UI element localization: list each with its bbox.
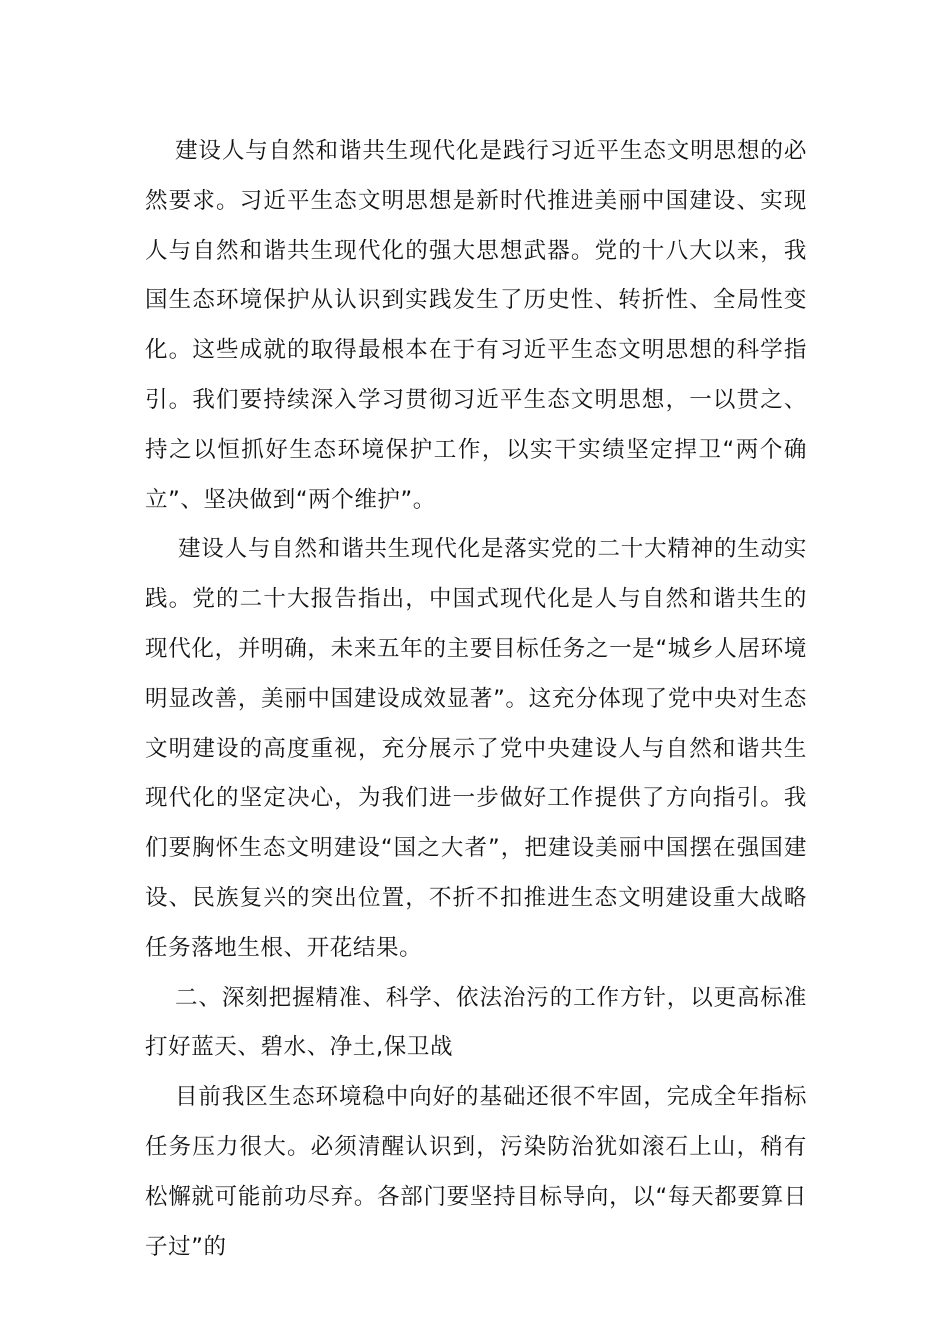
paragraph-ecological-civilization-thought: 建设人与自然和谐共生现代化是践行习近平生态文明思想的必然要求。习近平生态文明思想是新时代推进美丽中国建设、实现人与自然和谐共生现代化的强大思想武器。党的十八大以来，我国生态环境保护从认识到实践发生了历史性、转折性、全局性变化。这些成就的取得最根本在于有习近平生态文明思想的科学指引。我们要持续深入学习贯彻习近平生态文明思想，一以贯之、持之以恒抓好生态环境保护工作，以实干实绩坚定捍卫“两个确立”、坚决做到“两个维护”。: [145, 138, 807, 513]
document-body: [145, 127, 807, 1272]
paragraph-current-situation: 目前我区生态环境稳中向好的基础还很不牢固，完成全年指标任务压力很大。必须清醒认识到，污染防治犹如滚石上山，稍有松懈就可能前功尽弃。各部门要坚持目标导向，以“每天都要算日子过”的: [145, 1084, 807, 1260]
section-heading-pollution-control: 二、深刻把握精准、科学、依法治污的工作方针，以更高标准打好蓝天、碧水、净土,保卫战: [145, 984, 807, 1061]
paragraph-twentieth-congress-spirit: 建设人与自然和谐共生现代化是落实党的二十大精神的生动实践。党的二十大报告指出，中国式现代化是人与自然和谐共生的现代化，并明确，未来五年的主要目标任务之一是“城乡人居环境明显改善，美丽中国建设成效显著”。这充分体现了党中央对生态文明建设的高度重视，充分展示了党中央建设人与自然和谐共生现代化的坚定决心，为我们进一步做好工作提供了方向指引。我们要胸怀生态文明建设“国之大者”，把建设美丽中国摆在强国建设、民族复兴的突出位置，不折不扣推进生态文明建设重大战略任务落地生根、开花结果。: [145, 536, 807, 961]
